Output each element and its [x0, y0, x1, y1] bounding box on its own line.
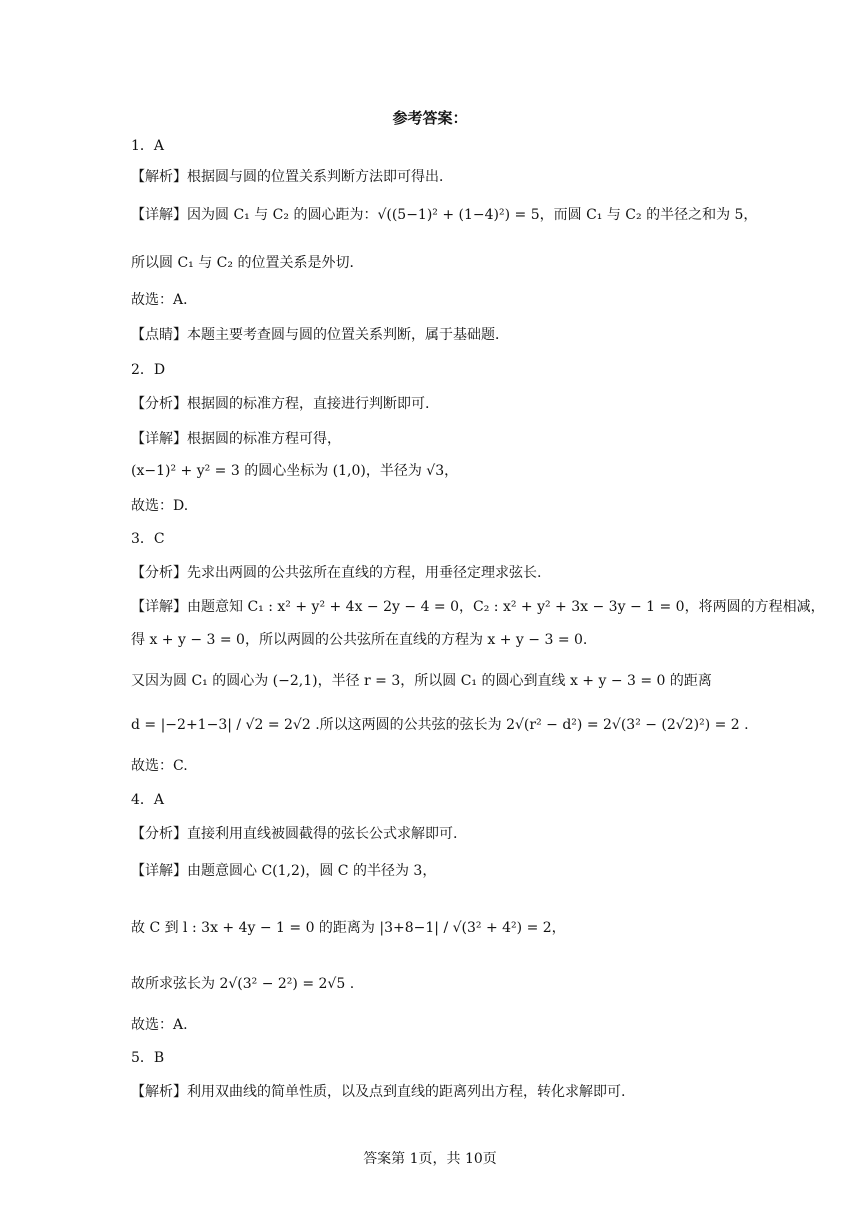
detail-line: 【详解】由题意知 C₁ : x² + y² + 4x − 2y − 4 = 0，C₂ : x² + y² + 3x − 3y − 1 = 0，将两圆的方程相减， [131, 599, 825, 615]
answer-number-3: 3．C [131, 531, 165, 547]
analysis-line: 【分析】先求出两圆的公共弦所在直线的方程，用垂径定理求弦长. [131, 565, 542, 581]
choice-line: 故选：D. [131, 498, 189, 514]
detail-line: 所以圆 C₁ 与 C₂ 的位置关系是外切． [131, 255, 364, 271]
page-title: 参考答案： [392, 109, 468, 127]
detail-line: 又因为圆 C₁ 的圆心为 (−2,1)，半径 r = 3，所以圆 C₁ 的圆心到直线 x + y − 3 = 0 的距离 [131, 673, 712, 689]
choice-line: 故选：A. [131, 1017, 188, 1033]
comment-line: 【点睛】本题主要考查圆与圆的位置关系判断，属于基础题． [131, 327, 509, 343]
detail-line: d = |−2+1−3| / √2 = 2√2 .所以这两圆的公共弦的弦长为 2√(r² − d²) = 2√(3² − (2√2)²) = 2 . [131, 717, 749, 733]
analysis-line: 【分析】直接利用直线被圆截得的弦长公式求解即可. [131, 826, 458, 842]
answer-number-1: 1．A [131, 138, 165, 154]
page-footer: 答案第 1页，共 10页 [363, 1151, 497, 1167]
choice-line: 故选：A． [131, 292, 198, 308]
detail-line: 得 x + y − 3 = 0，所以两圆的公共弦所在直线的方程为 x + y − 3 = 0. [131, 632, 588, 648]
analysis-line: 【解析】根据圆与圆的位置关系判断方法即可得出． [131, 169, 453, 185]
detail-line: (x−1)² + y² = 3 的圆心坐标为 (1,0)，半径为 √3， [131, 463, 459, 479]
analysis-line: 【分析】根据圆的标准方程，直接进行判断即可. [131, 396, 430, 412]
answer-number-2: 2．D [131, 362, 166, 378]
choice-line: 故选：C. [131, 758, 188, 774]
analysis-line: 【解析】利用双曲线的简单性质，以及点到直线的距离列出方程，转化求解即可. [131, 1084, 626, 1100]
detail-line: 【详解】因为圆 C₁ 与 C₂ 的圆心距为：√((5−1)² + (1−4)²) = 5，而圆 C₁ 与 C₂ 的半径之和为 5， [131, 207, 758, 223]
detail-line: 【详解】根据圆的标准方程可得， [131, 431, 341, 447]
answer-number-4: 4．A [131, 792, 165, 808]
detail-line: 【详解】由题意圆心 C(1,2)，圆 C 的半径为 3， [131, 863, 437, 879]
detail-line: 故所求弦长为 2√(3² − 2²) = 2√5 . [131, 976, 355, 992]
answer-number-5: 5．B [131, 1050, 165, 1066]
detail-line: 故 C 到 l : 3x + 4y − 1 = 0 的距离为 |3+8−1| / √(3² + 4²) = 2， [131, 920, 566, 936]
